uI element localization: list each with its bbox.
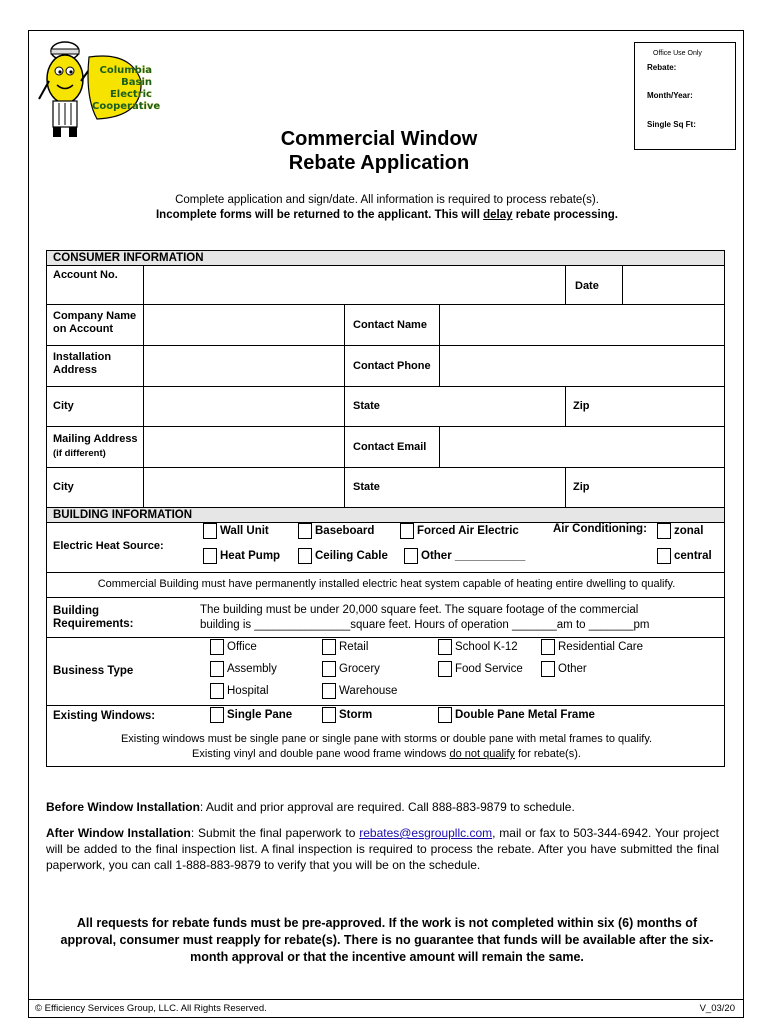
ceiling-cable-checkbox[interactable]: [298, 548, 312, 564]
version-text: V_03/20: [699, 1003, 735, 1014]
installation-row: [47, 346, 724, 387]
mailing-zip-label: Zip: [573, 481, 590, 493]
central-label: central: [674, 550, 712, 562]
office-option[interactable]: [210, 639, 257, 655]
company-name-label: Company Name on Account: [53, 310, 137, 335]
windows-note-2-start: Existing vinyl and double pane wood frame windows: [192, 748, 450, 760]
account-row: [47, 266, 724, 305]
intro-line-2: [29, 208, 745, 223]
residential-care-checkbox[interactable]: [541, 639, 555, 655]
ceiling-cable-option[interactable]: [298, 548, 388, 564]
grocery-label: Grocery: [339, 663, 380, 675]
if-different-note: (if different): [53, 448, 106, 459]
mailing-city-input[interactable]: [144, 468, 345, 507]
contact-phone-label: Contact Phone: [353, 360, 431, 372]
hospital-option[interactable]: [210, 683, 269, 699]
state-label: State: [353, 400, 380, 412]
mailing-state-label: State: [353, 481, 380, 493]
city-input[interactable]: [144, 387, 345, 426]
mailing-state-cell[interactable]: [345, 468, 566, 507]
contact-email-label: Contact Email: [353, 441, 427, 453]
other-business-option[interactable]: [541, 661, 587, 677]
company-row: [47, 305, 724, 346]
wall-unit-option[interactable]: [203, 523, 269, 539]
heat-note-row: [47, 573, 724, 598]
requirements-line-1: The building must be under 20,000 square feet. The square footage of the commercial: [200, 604, 639, 616]
food-service-label: Food Service: [455, 663, 523, 675]
assembly-option[interactable]: [210, 661, 277, 677]
office-checkbox[interactable]: [210, 639, 224, 655]
consumer-info-header: CONSUMER INFORMATION: [47, 251, 724, 266]
retail-option[interactable]: [322, 639, 368, 655]
zonal-option[interactable]: [657, 523, 703, 539]
baseboard-option[interactable]: [298, 523, 374, 539]
after-installation-text-start: : Submit the final paperwork to: [190, 826, 360, 840]
application-form: [46, 250, 725, 767]
date-label: Date: [575, 280, 599, 292]
cooperative-logo: [37, 37, 161, 147]
building-requirements-row: [47, 598, 724, 638]
existing-windows-label: Existing Windows:: [53, 710, 156, 722]
central-option[interactable]: [657, 548, 712, 564]
mailing-row: [47, 427, 724, 468]
air-conditioning-label: Air Conditioning:: [553, 523, 647, 535]
school-checkbox[interactable]: [438, 639, 452, 655]
forced-air-label: Forced Air Electric: [417, 525, 519, 537]
logo-line: Electric: [109, 89, 152, 100]
double-pane-checkbox[interactable]: [438, 707, 452, 723]
installation-label-cell: [47, 346, 144, 386]
heat-pump-checkbox[interactable]: [203, 548, 217, 564]
before-installation-paragraph: [46, 799, 719, 815]
windows-note-line-1: Existing windows must be single pane or single pane with storms or double pane with metal frames to qualify.: [120, 733, 653, 745]
other-business-label: Other: [558, 663, 587, 675]
installation-address-label: Installation Address: [53, 351, 112, 376]
central-checkbox[interactable]: [657, 548, 671, 564]
do-not-qualify-text: do not qualify: [449, 748, 515, 760]
contact-email-input[interactable]: [440, 427, 726, 467]
after-installation-paragraph: [46, 825, 719, 873]
warehouse-label: Warehouse: [339, 685, 398, 697]
office-month-year-field[interactable]: Month/Year:: [647, 91, 693, 100]
rebates-email-link[interactable]: rebates@esgroupllc.com: [359, 826, 493, 840]
page-title: [254, 127, 504, 175]
requirements-line-2: building is _______________square feet. Hours of operation _______am to _______pm: [200, 619, 650, 631]
contact-email-label-cell: [345, 427, 440, 467]
zonal-label: zonal: [674, 525, 704, 537]
other-heat-checkbox[interactable]: [404, 548, 418, 564]
baseboard-checkbox[interactable]: [298, 523, 312, 539]
zonal-checkbox[interactable]: [657, 523, 671, 539]
building-info-header: BUILDING INFORMATION: [47, 508, 724, 523]
retail-checkbox[interactable]: [322, 639, 336, 655]
existing-windows-row: [47, 706, 724, 766]
contact-name-label-cell: [345, 305, 440, 345]
copyright-text: © Efficiency Services Group, LLC. All Rights Reserved.: [35, 1003, 267, 1014]
windows-note-2-end: for rebate(s).: [514, 748, 581, 760]
city-row: [47, 387, 724, 427]
mailing-city-row: [47, 468, 724, 508]
hospital-label: Hospital: [227, 685, 269, 697]
pre-approval-notice: All requests for rebate funds must be pre-approved. If the work is not completed within six (6) months of approval, consumer must reapply for rebate(s). There is no guarantee that funds will be available after the six-month approval or that the incentive amount will remain the same.: [60, 916, 714, 964]
storm-checkbox[interactable]: [322, 707, 336, 723]
office-single-sqft-field[interactable]: Single Sq Ft:: [647, 120, 696, 129]
title-line-1: Commercial Window: [280, 128, 478, 150]
ceiling-cable-label: Ceiling Cable: [315, 550, 388, 562]
intro-line-2-end: rebate processing.: [512, 209, 619, 221]
single-pane-option[interactable]: [210, 707, 292, 723]
building-requirements-text: [200, 603, 649, 633]
after-installation-label: After Window Installation: [46, 826, 191, 840]
storm-option[interactable]: [322, 707, 372, 723]
installation-address-input[interactable]: [144, 346, 345, 386]
city-label-cell: [47, 387, 144, 426]
food-service-option[interactable]: [438, 661, 523, 677]
intro-line-2-start: Incomplete forms will be returned to the applicant. This will: [155, 209, 484, 221]
baseboard-label: Baseboard: [315, 525, 375, 537]
warehouse-option[interactable]: [322, 683, 397, 699]
account-no-input[interactable]: [144, 266, 566, 304]
wall-unit-checkbox[interactable]: [203, 523, 217, 539]
other-heat-label: Other ___________: [421, 550, 526, 562]
forced-air-checkbox[interactable]: [400, 523, 414, 539]
windows-note: [47, 732, 726, 762]
storm-label: Storm: [339, 709, 373, 721]
mailing-city-label-cell: [47, 468, 144, 507]
title-line-2: Rebate Application: [288, 152, 470, 174]
account-no-label-cell: [47, 266, 144, 304]
grocery-option[interactable]: [322, 661, 380, 677]
other-business-checkbox[interactable]: [541, 661, 555, 677]
assembly-checkbox[interactable]: [210, 661, 224, 677]
double-pane-label: Double Pane Metal Frame: [455, 709, 595, 721]
office-label: Office: [227, 641, 257, 653]
double-pane-option[interactable]: [438, 707, 595, 723]
mailing-address-label: Mailing Address: [53, 433, 138, 445]
wall-unit-label: Wall Unit: [220, 525, 269, 537]
food-service-checkbox[interactable]: [438, 661, 452, 677]
heat-source-row: [47, 523, 724, 573]
residential-care-option[interactable]: [541, 639, 643, 655]
mailing-address-input[interactable]: [144, 427, 345, 467]
contact-phone-label-cell: [345, 346, 440, 386]
heat-system-note: Commercial Building must have permanently installed electric heat system capable of heating entire dwelling to qualify.: [97, 578, 676, 590]
zip-label: Zip: [573, 400, 590, 412]
assembly-label: Assembly: [227, 663, 277, 675]
before-installation-text: : Audit and prior approval are required. Call 888-883-9879 to schedule.: [199, 800, 575, 814]
state-cell[interactable]: [345, 387, 566, 426]
before-installation-label: Before Window Installation: [46, 800, 200, 814]
rebate-form-page: [28, 30, 744, 1018]
account-no-label: Account No.: [53, 269, 118, 281]
residential-care-label: Residential Care: [558, 641, 644, 653]
zip-cell[interactable]: [566, 387, 726, 426]
logo-line: Basin: [121, 77, 152, 88]
contact-name-input[interactable]: [440, 305, 726, 345]
windows-note-line-2: [47, 747, 726, 762]
other-heat-option[interactable]: [404, 548, 525, 564]
after-installation-text-end: , mail or fax to 503-344-6942. Your project will be added to the final inspection list. A final inspection is required to process the rebate. After you have submitted the final paperwork, you can call 1-888-883-9879 to verify that you will be on the schedule.: [46, 826, 720, 872]
grocery-checkbox[interactable]: [322, 661, 336, 677]
hospital-checkbox[interactable]: [210, 683, 224, 699]
single-pane-label: Single Pane: [227, 709, 293, 721]
page-footer: [29, 999, 743, 1017]
mailing-city-label: City: [53, 481, 74, 493]
forced-air-option[interactable]: [400, 523, 519, 539]
heat-pump-label: Heat Pump: [220, 550, 281, 562]
intro-delay-word: delay: [483, 209, 513, 221]
business-type-row: [47, 638, 724, 706]
mailing-zip-cell[interactable]: [566, 468, 726, 507]
building-requirements-label: Building Requirements:: [53, 605, 134, 630]
office-use-box: [634, 42, 736, 150]
heat-pump-option[interactable]: [203, 548, 280, 564]
heat-source-label: Electric Heat Source:: [53, 540, 164, 552]
logo-line: Cooperative: [92, 101, 161, 112]
company-name-input[interactable]: [144, 305, 345, 345]
warehouse-checkbox[interactable]: [322, 683, 336, 699]
date-input[interactable]: [623, 266, 726, 304]
company-label-cell: [47, 305, 144, 345]
single-pane-checkbox[interactable]: [210, 707, 224, 723]
logo-line: Columbia: [99, 65, 152, 76]
mailing-label-cell: [47, 427, 144, 467]
logo-wordmark: [92, 65, 161, 113]
city-label: City: [53, 400, 74, 412]
school-label: School K-12: [455, 641, 518, 653]
intro-line-1: Complete application and sign/date. All information is required to process rebate(s).: [175, 194, 599, 206]
office-use-header: Office Use Only: [653, 50, 702, 57]
intro-instructions: [29, 193, 745, 223]
contact-name-label: Contact Name: [353, 319, 427, 331]
retail-label: Retail: [339, 641, 369, 653]
business-type-label: Business Type: [53, 665, 134, 677]
school-option[interactable]: [438, 639, 518, 655]
office-rebate-field[interactable]: Rebate:: [647, 63, 677, 72]
contact-phone-input[interactable]: [440, 346, 726, 386]
date-label-cell: [566, 266, 623, 304]
